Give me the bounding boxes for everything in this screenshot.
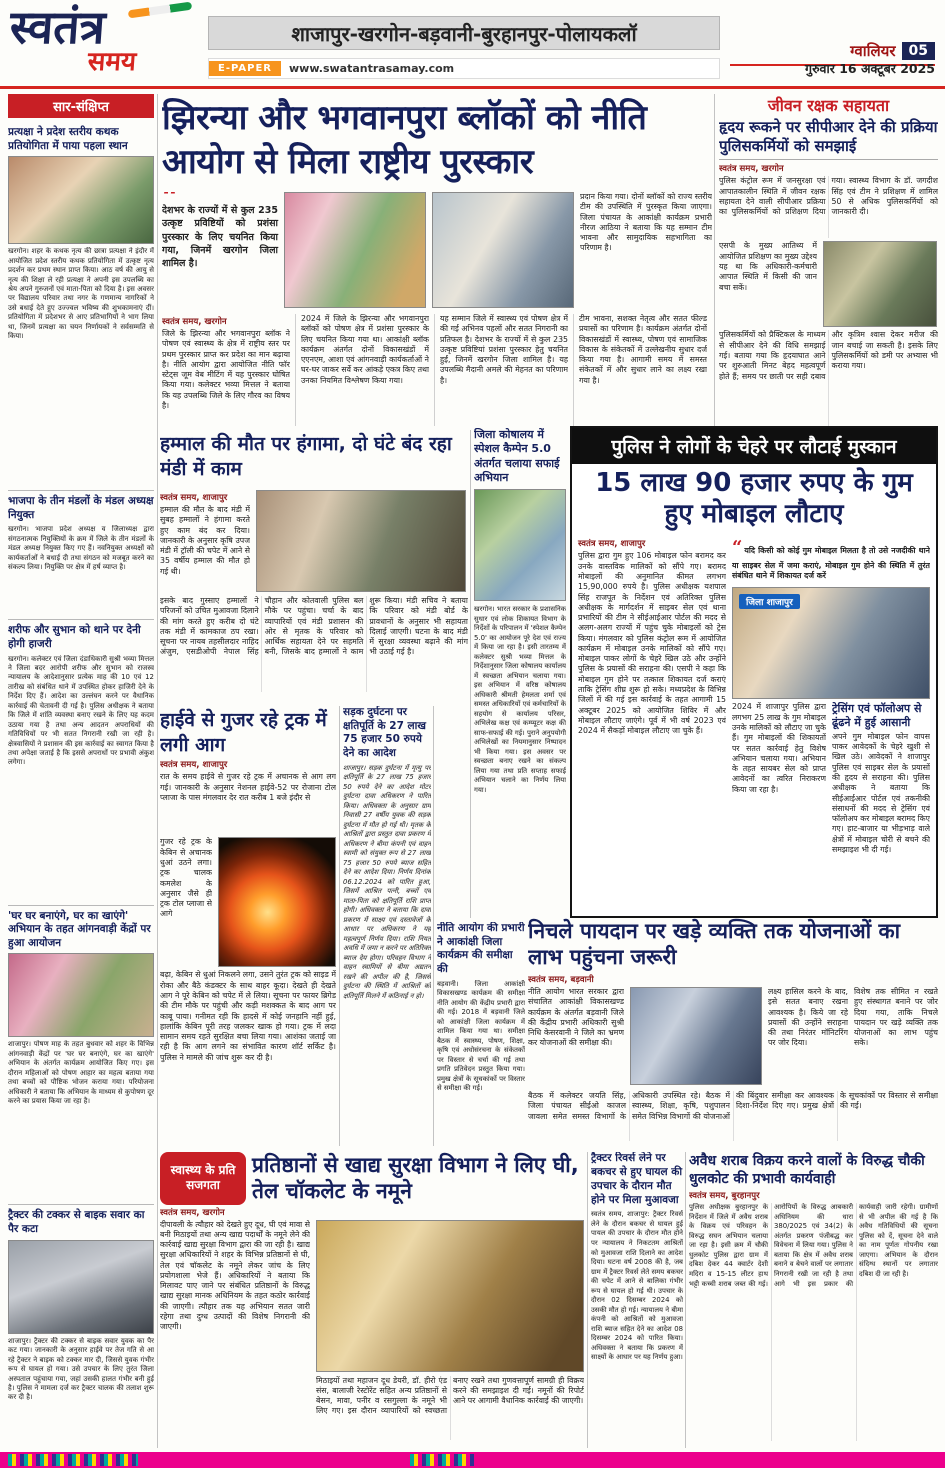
mobiles-subhead: ट्रेसिंग एवं फॉलोअप से ढूंढने में हुई आसानी	[832, 702, 922, 730]
lead-col-1	[162, 314, 295, 426]
lowest-byline: स्वतंत्र समय, बड़वानी	[528, 975, 594, 985]
mobiles-headline: 15 लाख 90 हजार रुपए के गुम हुए मोबाइल लौटाए	[595, 468, 913, 530]
photo-banner-label: जिला शाजापुर	[739, 594, 800, 609]
fire-byline: स्वतंत्र समय, शाजापुर	[160, 760, 228, 771]
brief-anganwadi	[8, 906, 154, 1206]
campaign-body: खरगोन। भारत सरकार के प्रशासनिक सुधार एवं लोक शिकायत विभाग के निर्देशों के परिपालन में 'स्पेशल कैम्पेन 5.0' का आयोजन पूरे देश एवं राज्य में किया जा रहा है। इसी तारतम्य में कलेक्टर सुश्री भव्या मित्तल के निर्देशानुसार जिला कोषालय कार्यालय में स्वच्छता अभियान चलाया गया। इस अभियान में वरिष्ठ कोषालय अधिकारी श्रीमती हेमलता शर्मा एवं समस्त अधिकारियों एवं कर्मचारियों के सहयोग से कार्यालय परिसर, अभिलेख कक्ष एवं कम्प्यूटर कक्ष की साफ-सफाई की गई। पुराने अनुपयोगी अभिलेखों का नियमानुसार निष्पादन भी किया गया। इस अवसर पर स्वच्छता बनाए रखने का संकल्प लिया गया तथा प्रति सप्ताह सफाई अभियान चलाने का निर्णय लिया गया।	[474, 605, 566, 794]
cpr-body-3: पुलिसकर्मियों को प्रैक्टिकल के माध्यम से सीपीआर देने की विधि समझाई गई। बताया गया कि हृदयाघात आने पर शुरुआती मिनट बेहद महत्वपूर्ण होते हैं; समय पर छाती पर सही दबाव और कृत्रिम श्वास देकर मरीज की जान बचाई जा सकती है। इसके लिए पुलिसकर्मियों को डमी पर अभ्यास भी कराया गया।	[719, 330, 938, 381]
photo-food-inspection	[316, 1220, 584, 1372]
cpr-byline: स्वतंत्र समय, खरगोन	[719, 164, 784, 175]
brief-kathak	[8, 122, 154, 491]
brief-body: खरगोन। भाजपा प्रदेश अध्यक्ष व जिलाध्यक्ष द्वारा संगठनात्मक नियुक्तियों के क्रम में जिले के तीन मंडलों के मंडल अध्यक्ष नियुक्त किए गए हैं। नवनियुक्त अध्यक्षों को कार्यकर्ताओं ने बधाई दी तथा संगठन को मजबूत करने का संकल्प लिया। नियुक्ति पर क्षेत्र में हर्ष व्याप्त है।	[8, 525, 154, 572]
lowest-col-2: लक्ष्य हासिल करने के बाद, इसे सतत बनाए रखना आवश्यक है। किये जा रहे प्रयासों की उन्होंने सराहना की तथा निरंतर मॉनिटरिंग पर जोर दिया।	[768, 987, 848, 1048]
mobiles-kicker: पुलिस ने लोगों के चेहरे पर लौटाई मुस्कान	[572, 428, 936, 464]
brief-title: भाजपा के तीन मंडलों के मंडल अध्यक्ष नियुक्त	[8, 495, 154, 521]
compensation-body: शाजापुर। सड़क दुर्घटना में मृत्यु पर क्षतिपूर्ति के 27 लाख 75 हजार 50 रुपये देने का आदेश मोटर दुर्घटना दावा अधिकरण ने पारित किया। अधिवक्ता के अनुसार ग्राम निवासी 27 वर्षीय युवक की सड़क दुर्घटना में मौत हो गई थी। मृतक के आश्रितों द्वारा प्रस्तुत दावा प्रकरण में अधिकरण ने बीमा कंपनी एवं वाहन स्वामी को संयुक्त रूप से 27 लाख 75 हजार 50 रुपये ब्याज सहित देने का आदेश दिया। निर्णय दिनांक 06.12.2024 को पारित हुआ, जिसमें आश्रित पत्नी, बच्चों एवं माता-पिता को क्षतिपूर्ति राशि प्राप्त होगी। अधिवक्ता ने बताया कि दावा प्रकरण में साक्ष्य एवं दस्तावेजों के आधार पर अधिकरण ने यह महत्वपूर्ण निर्णय दिया। राशि नियत अवधि में जमा न करने पर अतिरिक्त ब्याज देय होगा। परिवहन विभाग ने वाहन स्वामियों से बीमा अद्यतन रखने की अपील की है, जिससे दुर्घटना की स्थिति में आश्रितों को क्षतिपूर्ति मिलने में कठिनाई न हो।	[343, 763, 431, 1000]
page-number: 05	[902, 42, 935, 60]
campaign-article	[474, 428, 566, 918]
divider	[719, 159, 938, 160]
lead-col-text: यह सम्मान जिले में स्वास्थ्य एवं पोषण क्षेत्र में की गई अभिनव पहलों और सतत निगरानी का प्रतिफल है। देशभर के राज्यों में से कुल 235 उत्कृष्ट प्रविष्टियां प्रशंसा पुरस्कार हेतु चयनित हुईं, जिनमें खरगोन जिला शामिल है। यह उपलब्धि मैदानी अमले की मेहनत का परिणाम है।	[440, 314, 568, 385]
lead-byline: स्वतंत्र समय, खरगोन	[162, 317, 227, 327]
mobiles-body: पुलिस द्वारा गुम हुए 106 मोबाइल फोन बरामद कर उनके वास्तविक मालिकों को सौंपे गए। बरामद मोबाइलों की अनुमानित कीमत लगभग 15,90,000 रुपये है। पुलिस अधीक्षक यशपाल सिंह राजपूत के निर्देशन एवं अतिरिक्त पुलिस अधीक्षक के मार्गदर्शन में साइबर सेल एवं थाना प्रभारियों की टीम ने सीईआईआर पोर्टल की मदद से अलग-अलग राज्यों में पहुंच चुके मोबाइलों को ट्रेस किया। मंगलवार को पुलिस कंट्रोल रूम में आयोजित कार्यक्रम में मोबाइल उनके मालिकों को सौंपे गए। मोबाइल पाकर लोगों के चेहरे खिल उठे और उन्होंने पुलिस के प्रयासों की सराहना की। एसपी ने कहा कि मोबाइल गुम होने पर तत्काल शिकायत दर्ज कराएं ताकि ट्रेसिंग शीघ्र शुरू हो सके। मध्यप्रदेश के विभिन्न जिलों में की गई इस कार्रवाई के तहत आगामी 15 अक्टूबर 2025 को आयोजित शिविर में और मोबाइल लौटाए जाएंगे। पूर्व में भी वर्ष 2023 एवं 2024 में सैकड़ों मोबाइल लौटाए जा चुके हैं।	[578, 551, 726, 736]
lead-col-4	[573, 314, 712, 426]
compensation-headline: सड़क दुर्घटना पर क्षतिपूर्ति के 27 लाख 75 हजार 50 रुपये देने का आदेश	[343, 706, 426, 759]
niti-headline: नीति आयोग की प्रभारी ने आकांक्षी जिला कार्यक्रम की समीक्षा की	[437, 922, 525, 975]
lead-col-text: जिले के झिरन्या और भगवानपुरा ब्लॉक ने पोषण एवं स्वास्थ्य के क्षेत्र में राष्ट्रीय स्तर पर प्रथम पुरस्कार प्राप्त कर प्रदेश का मान बढ़ाया है। नीति आयोग द्वारा आयोजित नीति फॉर स्टेट्स जूम वेब मीटिंग में यह पुरस्कार घोषित किया गया। कलेक्टर भव्या मित्तल ने बताया कि यह उपलब्धि जिले के लिए गौरव का विषय है।	[162, 329, 290, 410]
lead-side-column: प्रदान किया गया। दोनों ब्लॉकों को राज्य स्तरीय टीम की उपस्थिति में पुरस्कृत किया जाएगा। जिला पंचायत के आकांक्षी कार्यक्रम प्रभारी नीरज आठिया ने बताया कि यह सम्मान टीम भावना और सामुदायिक सहभागिता का परिणाम है।	[580, 192, 712, 253]
lowest-col-1: नीति आयोग भारत सरकार द्वारा संचालित आकांक्षी विकासखण्ड कार्यक्रम के अंतर्गत बड़वानी जिले की केंद्रीय प्रभारी अधिकारी सुश्री निधि केसरवानी ने जिले का भ्रमण कर योजनाओं की समीक्षा की।	[528, 987, 624, 1048]
website-link[interactable]: www.swatantrasamay.com	[289, 62, 455, 75]
liquor-body: पुलिस अधीक्षक बुरहानपुर के निर्देशन में जिले में अवैध शराब के विक्रय एवं परिवहन के विरुद्ध सघन अभियान चलाया जा रहा है। इसी क्रम में चौकी धुलकोट पुलिस द्वारा ग्राम में दबिश देकर 44 क्वार्टर देशी मदिरा व 15-15 लीटर हाथ भट्टी कच्ची शराब जब्त की गई। आरोपियों के विरुद्ध आबकारी अधिनियम की धारा 380/2025 एवं 34(2) के अंतर्गत प्रकरण पंजीबद्ध कर विवेचना में लिया गया। पुलिस ने बताया कि क्षेत्र में अवैध शराब बनाने व बेचने वालों पर लगातार निगरानी रखी जा रही है तथा आगे भी इस प्रकार की कार्यवाही जारी रहेगी। ग्रामीणों से भी अपील की गई है कि अवैध गतिविधियों की सूचना पुलिस को दें, सूचना देने वाले का नाम पूर्णतः गोपनीय रखा जाएगा। अभियान के दौरान संदिग्ध स्थानों पर लगातार दबिश दी जा रही है।	[689, 1203, 938, 1288]
city-name: ग्वालियर	[850, 41, 896, 60]
lead-article-columns	[162, 314, 712, 426]
lead-col-2	[295, 314, 434, 426]
brief-title: 'घर घर बनाएंगे, घर का खाएंगे' अभियान के तहत आंगनवाड़ी केंद्रों पर हुआ आयोजन	[8, 909, 151, 949]
liquor-byline: स्वतंत्र समय, बुरहानपुर	[689, 1191, 760, 1202]
hammal-intro: हम्माल की मौत के बाद मंडी में सुबह हम्मालों ने हंगामा करते हुए काम बंद कर दिया। जानकारी के अनुसार कृषि उपज मंडी में ट्रॉली की चपेट में आने से 35 वर्षीय हम्माल की मौत हो गई थी।	[160, 505, 250, 576]
news-briefs-sidebar	[8, 94, 154, 1448]
masthead-logo	[8, 0, 200, 84]
brief-body: शाजापुर। पोषण माह के तहत बुधवार को शहर के विभिन्न आंगनवाड़ी केंद्रों पर 'घर घर बनाएंगे, घर का खाएंगे' अभियान के अंतर्गत कार्यक्रम आयोजित किए गए। इस दौरान महिलाओं को पोषण आहार का महत्व बताया गया तथा बच्चों को पौष्टिक भोजन कराया गया। परियोजना अधिकारी ने बताया कि अभियान के माध्यम से कुपोषण दूर करने का प्रयास किया जा रहा है।	[8, 1040, 154, 1106]
fire-headline: हाईवे से गुजर रहे ट्रक में लगी आग	[160, 709, 327, 756]
column-divider	[685, 1152, 686, 1448]
column-divider	[470, 430, 471, 918]
liquor-headline: अवैध शराब विक्रय करने वालों के विरुद्ध चौकी धुलकोट की प्रभावी कार्यवाही	[689, 1153, 925, 1188]
header-divider	[0, 86, 945, 89]
brief-title: प्रत्यक्षा ने प्रदेश स्तरीय कथक प्रतियोगिता में पाया पहला स्थान	[8, 126, 128, 152]
niti-review-article	[437, 922, 525, 1146]
food-headline: प्रतिष्ठानों से खाद्य सुरक्षा विभाग ने लिए घी, तेल चॉकलेट के नमूने	[252, 1153, 579, 1204]
region-banner: शाजापुर-खरगोन-बड़वानी-बुरहानपुर-पोलायकलॉ	[208, 16, 720, 50]
brief-title: ट्रैक्टर की टक्कर से बाइक सवार का पैर कटा	[8, 1209, 145, 1236]
lowest-rung-article	[528, 918, 938, 1148]
cpr-kicker: जीवन रक्षक सहायता	[767, 96, 890, 115]
brief-body: शाजापुर। ट्रैक्टर की टक्कर से बाइक सवार युवक का पैर कट गया। जानकारी के अनुसार हाईवे पर तेज गति से आ रहे ट्रैक्टर ने बाइक को टक्कर मार दी, जिससे युवक गंभीर रूप से घायल हो गया। उसे उपचार के लिए तुरंत जिला अस्पताल पहुंचाया गया, जहां उसकी हालत गंभीर बनी हुई है। पुलिस ने मामला दर्ज कर ट्रैक्टर चालक की तलाश शुरू कर दी है।	[8, 1336, 154, 1402]
liquor-article	[689, 1152, 938, 1450]
cpr-article	[719, 94, 938, 426]
column-divider	[587, 1152, 588, 1448]
fire-body-1: रात के समय हाईवे से गुजर रहे ट्रक में अचानक से आग लग गई। जानकारी के अनुसार नेशनल हाईवे-52 पर रोजाना टोल प्लाजा के पास मंगलवार देर रात करीब 1 बजे इंदौर से	[160, 772, 336, 802]
fire-body-3: बढ़ा, केबिन से धुआं निकलने लगा, उसने तुरंत ट्रक को साइड में रोका और बैठे कंडक्टर के साथ बाहर कूदा। देखते ही देखते आग ने पूरे केबिन को चपेट में ले लिया। सूचना पर फायर ब्रिगेड की टीम मौके पर पहुंची और कड़ी मशक्कत के बाद आग पर काबू पाया। गनीमत रही कि हादसे में कोई जनहानि नहीं हुई, हालांकि केबिन पूरी तरह जलकर खाक हो गया। ट्रक में लदा सामान समय रहते सुरक्षित बचा लिया गया। आशंका जताई जा रही है कि आग लगने का संभावित कारण शॉर्ट सर्किट है। पुलिस ने मामले की जांच शुरू कर दी है।	[160, 970, 336, 1062]
photo-mobile-handover	[732, 587, 930, 699]
lead-col-text: 2024 में जिले के झिरन्या और भगवानपुरा ब्लॉकों को पोषण क्षेत्र में प्रशंसा पुरस्कार के लिए चयनित किया गया था। आकांक्षी ब्लॉक कार्यक्रम अंतर्गत दोनों विकासखंडों में एएनएम, आशा एवं आंगनवाड़ी कार्यकर्ताओं ने घर-घर जाकर सर्वे कर आंकड़े एकत्र किए तथा उनका नियमित विश्लेषण किया गया।	[301, 314, 429, 385]
food-badge: स्वास्थ्य के प्रति सजगता	[160, 1152, 246, 1205]
compensation-article	[343, 706, 431, 1146]
cpr-body-2: एसपी के मुख्य आतिथ्य में आयोजित प्रशिक्षण का मुख्य उद्देश्य यह था कि अधिकारी-कर्मचारी आपात स्थिति में किसी की जान बचा सकें।	[719, 241, 817, 292]
mobiles-col3: अपने गुम मोबाइल फोन वापस पाकर आवेदकों के चेहरे खुशी से खिल उठे। आवेदकों ने शाजापुर पुलिस एवं साइबर सेल के प्रयासों की हृदय से सराहना की। पुलिस अधीक्षक ने बताया कि सीईआईआर पोर्टल एवं तकनीकी संसाधनों की मदद से ट्रेसिंग एवं फॉलोअप कर मोबाइल बरामद किए गए। हाट-बाजार या भीड़भाड़ वाले क्षेत्रों में मोबाइल चोरी से बचने की समझाइश भी दी गई।	[832, 731, 930, 854]
cpr-body-1: पुलिस कंट्रोल रूम में जनसुरक्षा एवं आपातकालीन स्थिति में जीवन रक्षक सहायता देने वाली सीपीआर प्रक्रिया का पुलिसकर्मियों को प्रशिक्षण दिया गया। स्वास्थ्य विभाग के डॉ. जगदीश सिंह एवं टीम ने प्रशिक्षण में शामिल 50 से अधिक पुलिसकर्मियों को जानकारी दी।	[719, 176, 938, 217]
mobiles-byline: स्वतंत्र समय, शाजापुर	[578, 539, 646, 550]
hammal-article	[160, 432, 468, 702]
lead-pull-quote: “ देशभर के राज्यों में से कुल 235 उत्कृष्ट प्रविष्टियों को प्रशंसा पुरस्कार के लिए चयनित किया गया, जिनमें खरगोन जिला शामिल है।	[162, 192, 278, 310]
mobiles-quote: “ यदि किसी को कोई गुम मोबाइल मिलता है तो उसे नजदीकी थाने या साइबर सेल में जमा कराएं, मोबाइल गुम होने की स्थिति में तुरंत संबंधित थाने में शिकायत दर्ज करें	[732, 536, 930, 584]
brief-bike-accident	[8, 1205, 154, 1448]
photo-bike-accident	[8, 1240, 154, 1334]
photo-truck-fire	[218, 837, 336, 967]
mobiles-col2: 2024 में शाजापुर पुलिस द्वारा लगभग 25 लाख के गुम मोबाइल उनके मालिकों को लौटाए जा चुके हैं। गुम मोबाइलों की शिकायतों पर सतत कार्रवाई हेतु विशेष अभियान चलाया गया। अभियान के तहत सायबर सेल को प्राप्त आवेदनों का त्वरित निराकरण किया जा रहा है।	[732, 702, 826, 794]
sidebar-section-title: सार-संक्षिप्त	[8, 94, 154, 118]
logo-line1: स्वतंत्र	[8, 0, 107, 54]
tractor-article	[591, 1152, 683, 1450]
lowest-headline: निचले पायदान पर खड़े व्यक्ति तक योजनाओं का लाभ पहुंचना जरूरी	[528, 919, 901, 970]
bottom-pixel-strip-left	[8, 1454, 138, 1466]
column-divider	[433, 706, 434, 1146]
photo-award-group	[284, 192, 426, 308]
brief-hajiri	[8, 620, 154, 905]
lead-headline: झिरन्या और भगवानपुरा ब्लॉकों को नीति आयोग से मिला राष्ट्रीय पुरस्कार	[162, 98, 647, 183]
hammal-headline: हम्माल की मौत पर हंगामा, दो घंटे बंद रहा मंडी में काम	[160, 433, 452, 480]
lead-col-text: टीम भावना, सशक्त नेतृत्व और सतत फील्ड प्रयासों का परिणाम है। कार्यक्रम अंतर्गत दोनों विकासखंडों में स्वास्थ्य, पोषण एवं सामाजिक विकास के संकेतकों में उल्लेखनीय सुधार दर्ज किया गया है। आगामी समय में समस्त संकेतकों में और सुधार लाने का लक्ष्य रखा गया है।	[579, 314, 707, 385]
niti-body: बड़वानी। जिला आकांक्षी विकासखण्ड कार्यक्रम की समीक्षा नीति आयोग की केंद्रीय प्रभारी द्वारा की गई। 2018 में बड़वानी जिले को आकांक्षी जिला कार्यक्रम में शामिल किया गया था। समीक्षा बैठक में स्वास्थ्य, पोषण, शिक्षा, कृषि एवं अधोसंरचना के संकेतकों पर विस्तार से चर्चा की गई तथा प्रगति प्रतिवेदन प्रस्तुत किया गया। प्रमुख क्षेत्रों के सूचकांकों पर विस्तार से समीक्षा की गई।	[437, 979, 525, 1093]
logo-line2: समय	[86, 47, 138, 77]
photo-kathak-winners	[8, 156, 154, 244]
lead-article-top	[162, 192, 712, 310]
hammal-body: इसके बाद गुस्साए हम्मालों ने परिजनों को उचित मुआवजा दिलाने की मांग करते हुए करीब दो घंटे तक मंडी में कामकाज ठप रखा। सूचना पर नायब तहसीलदार नाहिद अंजुम, एसडीओपी नेपाल सिंह चौहान और कोतवाली पुलिस बल मौके पर पहुंचा। चर्चा के बाद व्यापारियों एवं मंडी प्रशासन की ओर से मृतक के परिवार को आर्थिक सहायता देने पर सहमति बनी, जिसके बाद हम्मालों ने काम शुरू किया। मंडी सचिव ने बताया कि परिवार को मंडी बोर्ड के प्रावधानों के अनुसार भी सहायता दिलाई जाएगी। घटना के बाद मंडी में सुरक्षा व्यवस्था बढ़ाने की मांग भी उठाई गई है।	[160, 596, 468, 657]
column-divider	[339, 706, 340, 1146]
photo-review-meeting	[630, 987, 762, 1085]
fire-article	[160, 708, 336, 1146]
brief-bjp-mandal	[8, 491, 154, 620]
column-divider	[714, 94, 715, 426]
bottom-color-bar	[0, 1452, 945, 1468]
photo-mandi-crowd	[256, 490, 466, 592]
sidebar-divider	[157, 94, 158, 1448]
mobiles-article	[570, 426, 938, 918]
cpr-headline: हृदय रूकने पर सीपीआर देने की प्रक्रिया पुलिसकर्मियों को समझाई	[719, 118, 938, 156]
fire-body-2: गुजर रहे ट्रक के केबिन से अचानक धुआं उठने लगा। ट्रक चालक कमलेश के अनुसार जैसे ही ट्रक टोल प्लाजा से आगे	[160, 837, 212, 919]
brief-body: खरगोन। कलेक्टर एवं जिला दंडाधिकारी सुश्री भव्या मित्तल ने जिला बदर आरोपी शरीफ और सुभान को राजस्व न्यायालय के आदेशानुसार प्रत्येक माह की 10 एवं 12 तारीख को संबंधित थाने में उपस्थित होकर हाजिरी देने के निर्देश दिए हैं। आदेश का उल्लंघन करने पर वैधानिक कार्रवाई की चेतावनी दी गई है। पुलिस अधीक्षक ने बताया कि जिले में शांति व्यवस्था बनाए रखने के लिए यह कदम उठाया गया है तथा अन्य आदतन अपराधियों की गतिविधियों पर भी सतत निगरानी रखी जा रही है। क्षेत्रवासियों ने प्रशासन की इस कार्रवाई का स्वागत किया है तथा अपेक्षा जताई है कि इससे अपराधों पर प्रभावी अंकुश लगेगा।	[8, 654, 154, 767]
food-bottom: मिठाइयों तथा महाजन दूध डेयरी, डॉ. हीरो एंड संस, बालाजी रेस्टोरेंट सहित अन्य प्रतिष्ठानों से बेसन, मावा, पनीर व रसगुल्ला के नमूने भी लिए गए। इस दौरान व्यापारियों को स्वच्छता बनाए रखने तथा गुणवत्तापूर्ण सामग्री ही विक्रय करने की समझाइश दी गई। नमूनों की रिपोर्ट आने पर आगामी वैधानिक कार्रवाई की जाएगी।	[316, 1375, 584, 1416]
photo-cleanliness-drive	[474, 489, 566, 601]
food-left-column: दीपावली के त्यौहार को देखते हुए दूध, घी एवं मावा से बनी मिठाइयों तथा अन्य खाद्य पदार्थों के नमूने लेने की कार्रवाई खाद्य सुरक्षा विभाग द्वारा की जा रही है। खाद्य सुरक्षा अधिकारियों ने शहर के विभिन्न प्रतिष्ठानों से घी, तेल एवं चॉकलेट के नमूने लेकर जांच के लिए प्रयोगशाला भेजे हैं। अधिकारियों ने बताया कि मिलावट पाए जाने पर संबंधित प्रतिष्ठानों के विरुद्ध खाद्य सुरक्षा मानक अधिनियम के तहत कठोर कार्रवाई की जाएगी। त्यौहार तक यह अभियान सतत जारी रहेगा तथा दुग्ध उत्पादों की विशेष निगरानी की जाएगी।	[160, 1219, 310, 1332]
food-byline: स्वतंत्र समय, खरगोन	[160, 1207, 225, 1218]
photo-cpr-demo	[823, 241, 937, 327]
food-safety-article	[160, 1152, 584, 1450]
brief-title: शरीफ और सुभान को थाने पर देनी होगी हाजरी	[8, 624, 141, 650]
photo-anganwadi-event	[8, 953, 154, 1037]
tractor-body: स्वतंत्र समय, शाजापुर: ट्रैक्टर रिवर्स लेने के दौरान बकचर से घायल हुई पायल की उपचार के दौरान मौत होने पर न्यायालय ने निकटतम आश्रितों को मुआवजा राशि दिलाने का आदेश दिया। घटना वर्ष 2008 की है, जब ग्राम में ट्रैक्टर रिवर्स लेते समय बकचर की चपेट में आने से बालिका गंभीर रूप से घायल हो गई थी। उपचार के दौरान 02 दिसम्बर 2024 को उसकी मौत हो गई। न्यायालय ने बीमा कंपनी को आश्रितों को मुआवजा राशि ब्याज सहित देने का आदेश 08 दिसम्बर 2024 को पारित किया। अधिवक्ता ने बताया कि प्रकरण में साक्ष्यों के आधार पर यह निर्णय हुआ।	[591, 1210, 683, 1362]
tractor-headline: ट्रैक्टर रिवर्स लेने पर बकचर से हुए घायल की उपचार के दौरान मौत होने पर मिला मुआवजा	[591, 1152, 683, 1206]
lowest-bottom: बैठक में कलेक्टर जयति सिंह, जिला पंचायत सीईओ काजल जावला समेत समस्त विभागों के अधिकारी उपस्थित रहे। बैठक में स्वास्थ्य, शिक्षा, कृषि, पशुपालन समेत विभिन्न विभागों की योजनाओं की बिंदुवार समीक्षा कर आवश्यक दिशा-निर्देश दिए गए। प्रमुख क्षेत्रों के सूचकांकों पर विस्तार से समीक्षा की गई।	[528, 1091, 938, 1121]
bottom-pixel-strip-center	[410, 1454, 474, 1466]
lead-col-3	[434, 314, 573, 426]
epaper-label: E-PAPER	[209, 61, 281, 76]
photo-award-office	[432, 192, 574, 308]
epaper-bar	[208, 58, 720, 79]
brief-body: खरगोन। शहर के कथक नृत्य की छात्रा प्रत्यक्षा ने इंदौर में आयोजित प्रदेश स्तरीय कथक प्रतियोगिता में उत्कृष्ट नृत्य प्रदर्शन कर प्रथम स्थान प्राप्त किया। आठ वर्ष की आयु से नृत्य की शिक्षा ले रही प्रत्यक्षा ने अपनी इस उपलब्धि का श्रेय अपने गुरुजनों एवं माता-पिता को दिया है। इस अवसर पर विद्यालय परिवार तथा नगर के गणमान्य नागरिकों ने उसे बधाई देते हुए उज्ज्वल भविष्य की शुभकामनाएं दीं। प्रतियोगिता में प्रदेशभर से आए प्रतिभागियों ने भाग लिया था, जिनमें प्रत्यक्षा का चयन निर्णायकों ने सर्वसम्मति से किया।	[8, 247, 154, 341]
campaign-headline: जिला कोषालय में स्पेशल कैम्पेन 5.0 अंतर्गत चलाया सफाई अभियान	[474, 428, 560, 484]
lowest-col-3: विशेष तक सीमित न रखते हुए संस्थागत बनाने पर जोर दिया गया, ताकि निचले पायदान पर खड़े व्यक्ति तक योजनाओं का लाभ पहुंच सके।	[854, 987, 938, 1048]
edition-date: गुरुवार 16 अक्टूबर 2025	[805, 61, 935, 76]
hammal-byline: स्वतंत्र समय, शाजापुर	[160, 493, 228, 503]
